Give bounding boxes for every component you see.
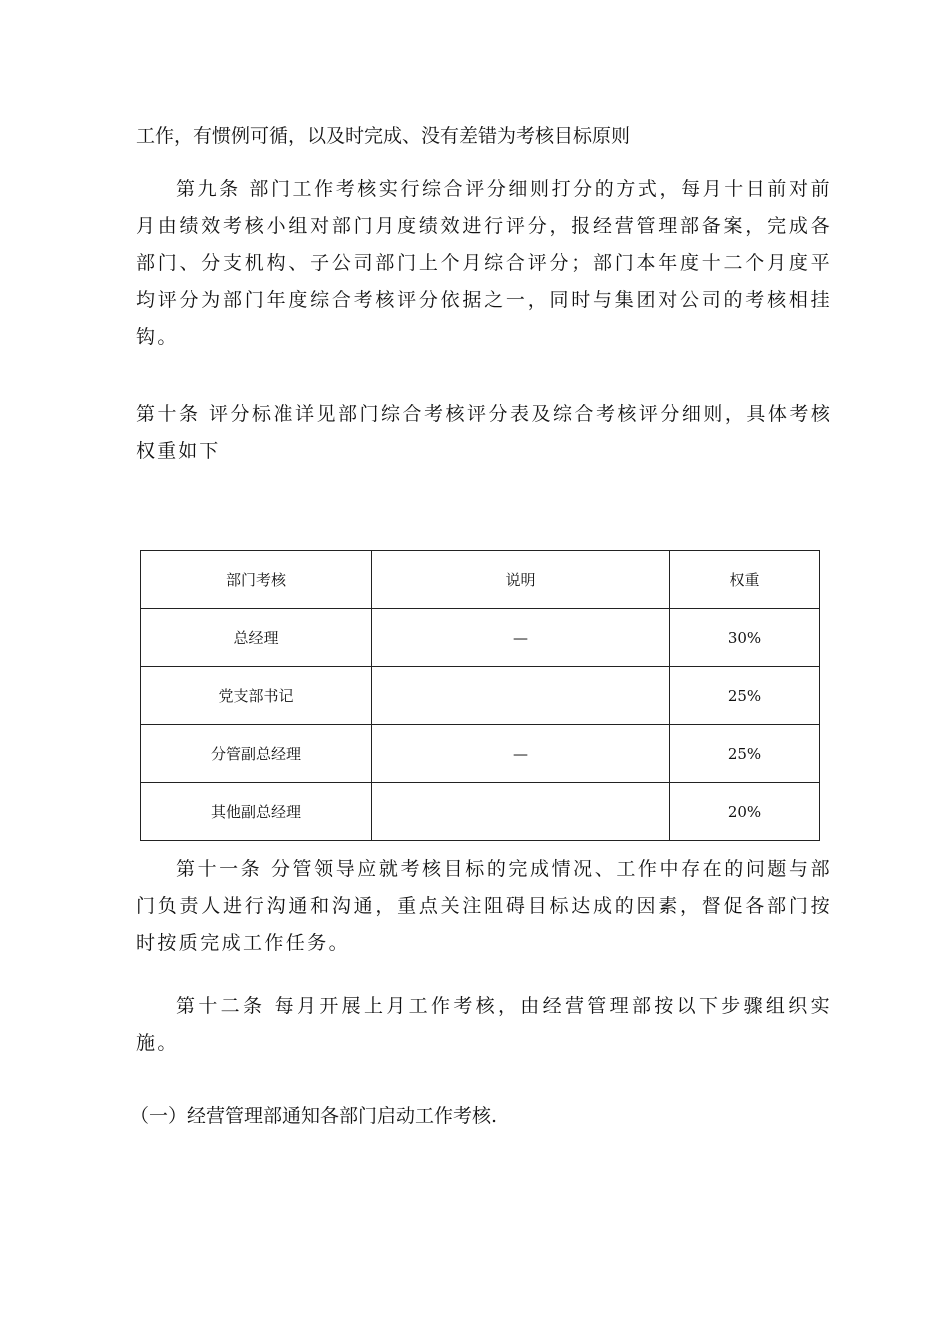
table-cell-role: 其他副总经理 xyxy=(141,783,372,841)
table-cell-role: 党支部书记 xyxy=(141,667,372,725)
paragraph-article-12: 第十二条 每月开展上月工作考核，由经营管理部按以下步骤组织实施。 xyxy=(136,995,832,1054)
table-header-description: 说明 xyxy=(372,551,670,609)
paragraph-assessment-principle: 工作，有惯例可循，以及时完成、没有差错为考核目标原则 xyxy=(136,125,631,147)
paragraph-article-9: 第九条 部门工作考核实行综合评分细则打分的方式，每月十日前对前月由绩效考核小组对部门月度绩效进行评分，报经营管理部备案，完成各部门、分支机构、子公司部门上个月综合评分；部门本年度十二个月度平均评分为部门年度综合考核评分依据之一，同时与集团对公司的考核相挂钩。 xyxy=(136,178,832,348)
table-cell-weight: 30% xyxy=(670,609,820,667)
table-row xyxy=(141,667,820,725)
table-cell-description: — xyxy=(372,725,670,783)
paragraph-article-10: 第十条 评分标准详见部门综合考核评分表及综合考核评分细则，具体考核权重如下 xyxy=(136,403,832,462)
paragraph-step-1: （一）经营管理部通知各部门启动工作考核. xyxy=(130,1105,498,1127)
table-cell-weight: 25% xyxy=(670,725,820,783)
table-row xyxy=(141,783,820,841)
table-cell-description xyxy=(372,667,670,725)
table-row xyxy=(141,725,820,783)
table-header-department: 部门考核 xyxy=(141,551,372,609)
paragraph-article-11: 第十一条 分管领导应就考核目标的完成情况、工作中存在的问题与部门负责人进行沟通和沟通，重点关注阻碍目标达成的因素，督促各部门按时按质完成工作任务。 xyxy=(136,858,832,954)
table-row xyxy=(141,609,820,667)
weight-table xyxy=(140,550,820,841)
table-cell-weight: 25% xyxy=(670,667,820,725)
table-cell-weight: 20% xyxy=(670,783,820,841)
table-header-row xyxy=(141,551,820,609)
table-cell-description xyxy=(372,783,670,841)
table-cell-role: 分管副总经理 xyxy=(141,725,372,783)
table-header-weight: 权重 xyxy=(670,551,820,609)
table-cell-description: — xyxy=(372,609,670,667)
table-cell-role: 总经理 xyxy=(141,609,372,667)
